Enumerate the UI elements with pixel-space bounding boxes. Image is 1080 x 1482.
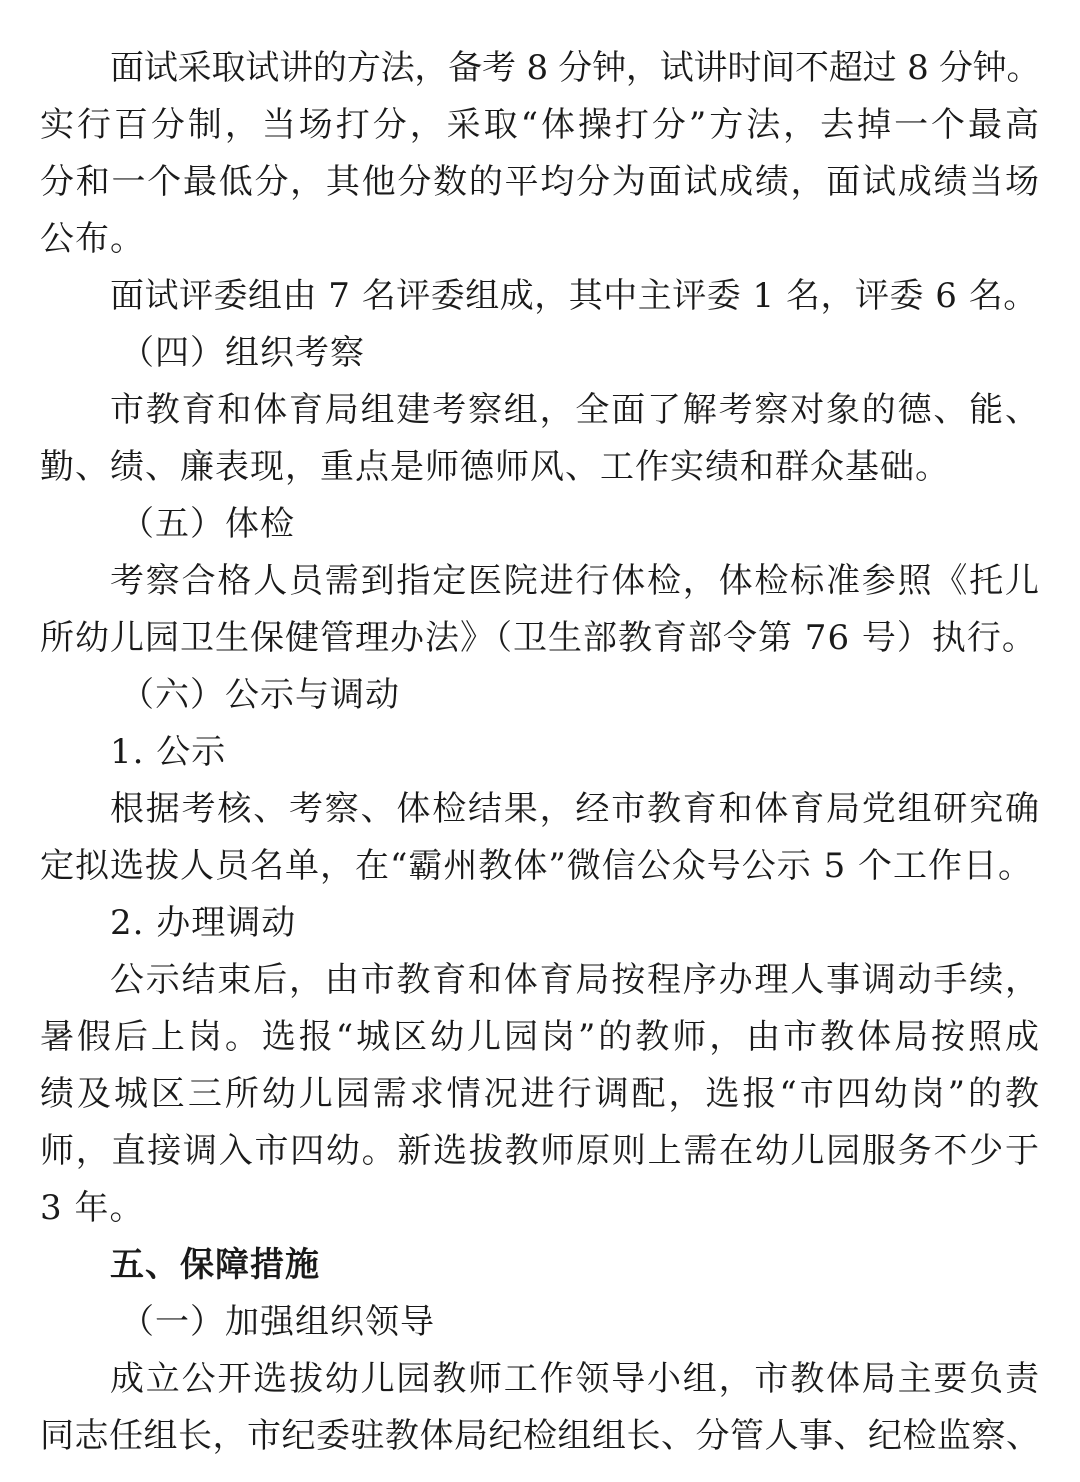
- subheading-2: 2. 办理调动: [110, 903, 297, 943]
- section-heading-5: （五）体检: [120, 504, 295, 544]
- text-line-11: 所幼儿园卫生保健管理办法》（卫生部教育部令第 76 号）执行。: [40, 618, 1037, 658]
- text-line-8: 勤、绩、廉表现，重点是师德师风、工作实绩和群众基础。: [40, 447, 950, 487]
- text-line-15: 定拟选拔人员名单，在“霸州教体”微信公众号公示 5 个工作日。: [40, 846, 1034, 886]
- text-line-14: 根据考核、考察、体检结果，经市教育和体育局党组研究确: [110, 789, 1040, 829]
- text-line-10: 考察合格人员需到指定医院进行体检，体检标准参照《托儿: [110, 561, 1040, 601]
- text-line-21: 3 年。: [40, 1188, 145, 1228]
- text-line-7: 市教育和体育局组建考察组，全面了解考察对象的德、能、: [110, 390, 1040, 430]
- text-line-5: 面试评委组由 7 名评委组成，其中主评委 1 名，评委 6 名。: [110, 276, 1038, 316]
- chapter-heading-5: 五、保障措施: [110, 1245, 320, 1285]
- text-line-2: 实行百分制，当场打分，采取“体操打分”方法，去掉一个最高: [40, 105, 1040, 145]
- text-line-20: 师，直接调入市四幼。新选拔教师原则上需在幼儿园服务不少于: [40, 1131, 1040, 1171]
- text-line-24: 成立公开选拔幼儿园教师工作领导小组，市教体局主要负责: [110, 1359, 1040, 1399]
- text-line-3: 分和一个最低分，其他分数的平均分为面试成绩，面试成绩当场: [40, 162, 1040, 202]
- section-heading-1: （一）加强组织领导: [120, 1302, 435, 1342]
- text-line-25: 同志任组长，市纪委驻教体局纪检组组长、分管人事、纪检监察、: [40, 1416, 1041, 1456]
- text-line-17: 公示结束后，由市教育和体育局按程序办理人事调动手续，: [110, 960, 1040, 1000]
- text-line-4: 公布。: [40, 219, 145, 259]
- text-line-18: 暑假后上岗。选报“城区幼儿园岗”的教师，由市教体局按照成: [40, 1017, 1040, 1057]
- text-line-19: 绩及城区三所幼儿园需求情况进行调配，选报“市四幼岗”的教: [40, 1074, 1040, 1114]
- section-heading-4: （四）组织考察: [120, 333, 365, 373]
- section-heading-6: （六）公示与调动: [120, 675, 400, 715]
- text-line-1: 面试采取试讲的方法，备考 8 分钟，试讲时间不超过 8 分钟。: [110, 48, 1040, 88]
- subheading-1: 1. 公示: [110, 732, 227, 772]
